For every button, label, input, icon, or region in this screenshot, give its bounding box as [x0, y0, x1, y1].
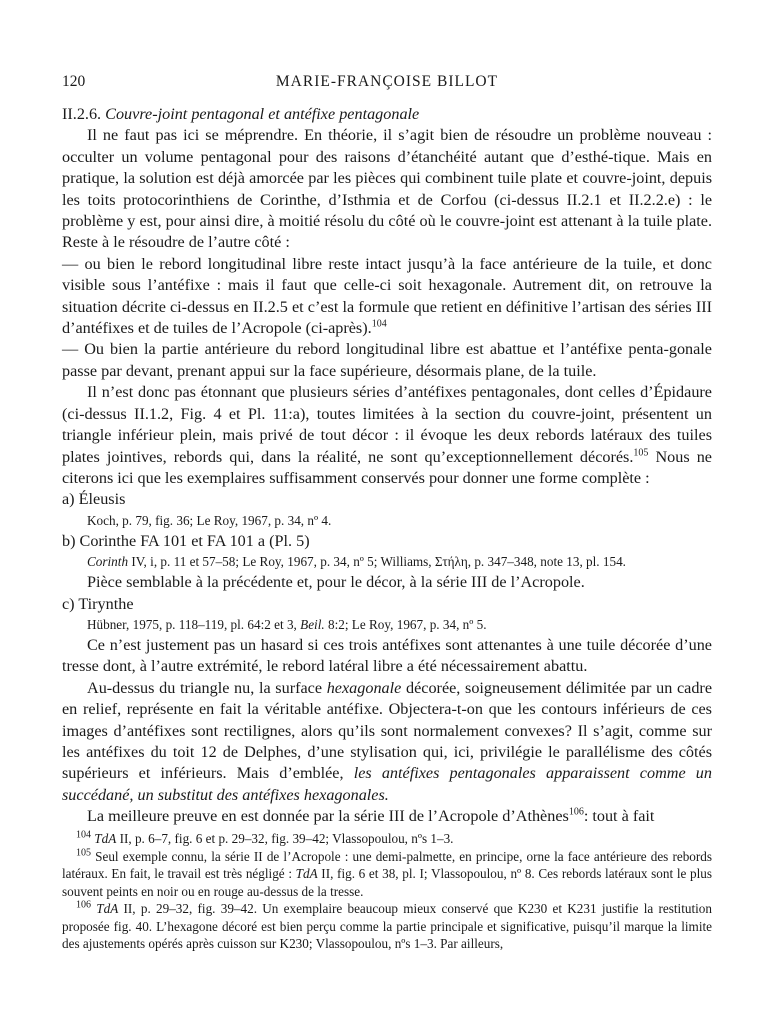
- footnote-text: II, fig. 6 et 38, pl. I; Vlassopoulou, nº 8. Ces rebords latéraux sont le plus souvent peints en noir ou en rouge au-dessus de la tresse.: [62, 866, 712, 899]
- paragraph-5: Ce n’est justement pas un hasard si ces trois antéfixes sont attenantes à une tuile décorée d’une tresse dont, à l’autre extrémité, le rebord latéral libre a été nécessairement abattu.: [62, 635, 712, 676]
- footnote-number: 104: [76, 829, 91, 841]
- paragraph-7-text: La meilleure preuve en est donnée par la série III de l’Acropole d’Athènes: [87, 807, 569, 826]
- ref-text: Hübner, 1975, p. 118–119, pl. 64:2 et 3,: [87, 616, 301, 632]
- paragraph-7: [62, 806, 712, 827]
- section-heading: [62, 104, 712, 125]
- footnote-text: Seul exemple connu, la série II de l’Acropole : une demi-palmette, en principe, orne la face antérieure des rebords latéraux. En fait, le travail est très négligé :: [62, 848, 712, 881]
- footnote-text: II, p. 29–32, fig. 39–42. Un exemplaire beaucoup mieux conservé que K230 et K231 justifie la restitution proposée fig. 40. L’hexagone décoré est bien perçu comme la partie principale et significative, puisqu’il marque la limite des ajustements opérés après cuisson sur K230; Vlassopoulou, nºs 1–3. Par ailleurs,: [62, 901, 712, 951]
- ref-italic: Corinth: [87, 554, 129, 570]
- footnote-italic: TdA: [295, 866, 318, 881]
- paragraph-7-end: : tout à fait: [583, 807, 655, 826]
- body-text: [62, 104, 712, 828]
- emphasis: hexagonale: [326, 678, 402, 697]
- footnote-105: [62, 848, 712, 901]
- list-item-b-note: Pièce semblable à la précédente et, pour le décor, à la série III de l’Acropole.: [87, 573, 585, 592]
- footnote-ref-105[interactable]: 105: [633, 447, 649, 459]
- paragraph-2: [62, 254, 712, 340]
- paragraph-6-text: Au-dessus du triangle nu, la surface: [87, 678, 327, 697]
- ref-greek: Στήλη: [434, 554, 468, 570]
- paragraph-4-text: Il n’est donc pas étonnant que plusieurs séries d’antéfixes pentagonales, dont celles d’Épidaure (ci-dessus II.1.2, Fig. 4 et Pl. 11:a), toutes limitées à la section du couvre-joint, présentent un triangle inférieur plein, mais privé de tout décor : il évoque les deux rebords latéraux des tuiles plates jointives, rebords qui, dans la réalité, ne sont qu’exceptionnellement décorés.: [62, 383, 712, 466]
- paragraph-2-text: — ou bien le rebord longitudinal libre reste intact jusqu’à la face antérieure de la tuile, et donc visible sous l’antéfixe : mais il faut que celle-ci soit hexagonale. Autrement dit, on retrouve la situation décrite ci-dessus en II.2.5 et c’est la formule que retient en définitive l’artisan des séries III d’antéfixes et de tuiles de l’Acropole (ci-après).: [62, 254, 712, 338]
- footnote-106: [62, 900, 712, 953]
- list-item-b: b) Corinthe FA 101 et FA 101 a (Pl. 5): [62, 531, 310, 550]
- running-title: MARIE-FRANÇOISE BILLOT: [275, 73, 499, 90]
- footnote-number: 105: [76, 847, 91, 859]
- footnote-number: 106: [76, 899, 91, 911]
- ref-text: IV, i, p. 11 et 57–58; Le Roy, 1967, p. 34, nº 5; Williams,: [128, 554, 435, 570]
- footnote-ref-104[interactable]: 104: [371, 318, 387, 330]
- ref-text: , p. 347–348, note 13, pl. 154.: [467, 554, 626, 570]
- footnote-italic: TdA: [96, 901, 119, 916]
- page-number: 120: [62, 73, 86, 90]
- paragraph-4: [62, 382, 712, 489]
- paragraph-3: — Ou bien la partie antérieure du rebord longitudinal libre est abattue et l’antéfixe penta-gonale passe par devant, prenant appui sur la face supérieure, désormais plane, de la tuile.: [62, 340, 712, 380]
- footnotes: [62, 830, 712, 953]
- footnote-italic: TdA: [94, 831, 117, 846]
- paragraph-4-end: Nous ne citerons ici que les exemplaires suffisamment conservés pour donner une forme complète :: [62, 447, 712, 487]
- list-item-c-reference: [62, 615, 712, 635]
- list-item-c: c) Tirynthe: [62, 594, 134, 613]
- list-item-b-reference: [62, 552, 712, 572]
- page-header: [62, 73, 712, 93]
- section-number: II.2.6.: [62, 105, 102, 123]
- footnote-text: II, p. 6–7, fig. 6 et p. 29–32, fig. 39–42; Vlassopoulou, nºs 1–3.: [116, 831, 454, 846]
- list-item-a-reference: Koch, p. 79, fig. 36; Le Roy, 1967, p. 34, nº 4.: [87, 512, 332, 528]
- list-item-a: a) Éleusis: [62, 490, 126, 509]
- ref-italic: Beil.: [300, 616, 325, 632]
- paragraph-6: [62, 678, 712, 806]
- paragraph-1: Il ne faut pas ici se méprendre. En théorie, il s’agit bien de résoudre un problème nouveau : occulter un volume pentagonal pour des raisons d’étanchéité autant que d’esthé-tique. Mais en pratique, la solution est déjà amorcée par les pièces qui combinent tuile plate et couvre-joint, depuis les toits protocorinthiens de Corinthe, d’Isthmia et de Corfou (ci-dessus II.2.1 et II.2.2.e) : le problème y est, pour ainsi dire, à moitié résolu du côté où le couvre-joint est attenant à la tuile plate. Reste à le résoudre de l’autre côté :: [62, 126, 712, 252]
- paragraph-6-text: décorée, soigneusement délimitée par un cadre en relief, représente en fait la véritable antéfixe. Objectera-t-on que les contours inférieurs de ces images d’antéfixes sont rectilignes, alors qu’ils sont normalement convexes? Il s’agit, comme sur les antéfixes du toit 12 de Delphes, d’une stylisation qui, ici, privilégie le parallélisme des côtés supérieurs et inférieurs. Mais d’emblée,: [62, 678, 713, 783]
- emphasis: les antéfixes pentagonales apparaissent comme un succédané, un substitut des antéfixes hexagonales.: [62, 764, 712, 804]
- section-title: Couvre-joint pentagonal et antéfixe pentagonale: [105, 105, 420, 123]
- footnote-104: [62, 830, 712, 848]
- ref-text: 8:2; Le Roy, 1967, p. 34, nº 5.: [324, 616, 487, 632]
- footnote-ref-106[interactable]: 106: [568, 806, 584, 818]
